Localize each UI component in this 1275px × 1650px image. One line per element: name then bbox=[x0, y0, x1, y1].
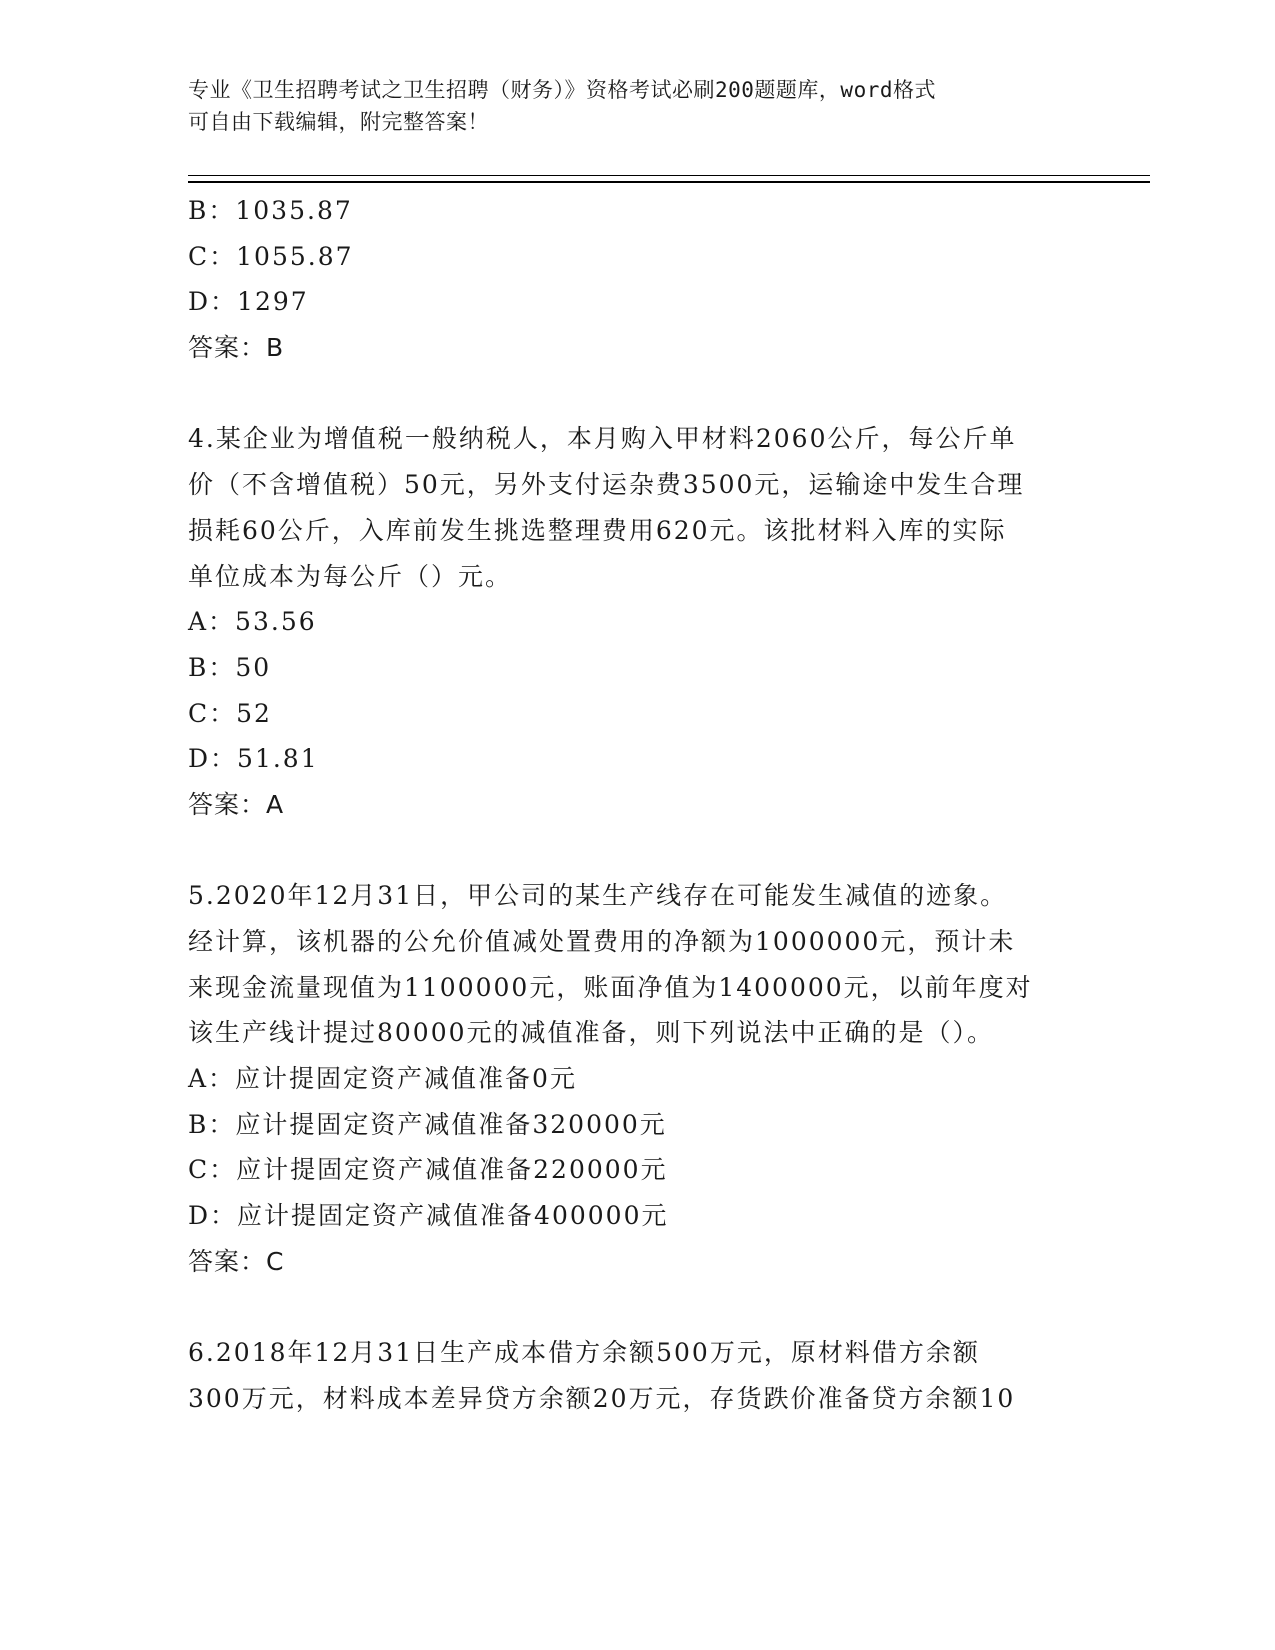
question-6 bbox=[188, 1330, 1088, 1421]
question-text-line: 价（不含增值税）50元，另外支付运杂费3500元，运输途中发生合理 bbox=[188, 470, 1025, 500]
option-line: B：应计提固定资产减值准备320000元 bbox=[188, 1109, 667, 1139]
option-line: C：52 bbox=[188, 698, 272, 728]
question-text-line: 单位成本为每公斤（）元。 bbox=[188, 561, 513, 591]
header-line-1: 专业《卫生招聘考试之卫生招聘（财务）》资格考试必刷200题题库，word格式 bbox=[188, 78, 936, 102]
option-line: D：应计提固定资产减值准备400000元 bbox=[188, 1201, 669, 1231]
question-text-line: 300万元，材料成本差异贷方余额20万元，存货跌价准备贷方余额10 bbox=[188, 1383, 1016, 1413]
answer-line: 答案：A bbox=[188, 789, 285, 819]
question-5 bbox=[188, 873, 1088, 1284]
option-line: C：1055.87 bbox=[188, 241, 354, 271]
question-text-line: 该生产线计提过80000元的减值准备，则下列说法中正确的是（）。 bbox=[188, 1018, 995, 1048]
question-text-line: 6.2018年12月31日生产成本借方余额500万元，原材料借方余额 bbox=[188, 1338, 980, 1368]
question-text-line: 损耗60公斤，入库前发生挑选整理费用620元。该批材料入库的实际 bbox=[188, 515, 1007, 545]
header-divider-thick bbox=[188, 181, 1150, 183]
question-text-line: 来现金流量现值为1100000元，账面净值为1400000元，以前年度对 bbox=[188, 972, 1033, 1002]
question-spacer bbox=[188, 1285, 1088, 1331]
question-text-line: 经计算，该机器的公允价值减处置费用的净额为1000000元，预计未 bbox=[188, 927, 1016, 956]
document-body bbox=[188, 188, 1088, 1422]
option-line: B：1035.87 bbox=[188, 196, 353, 225]
option-line: B：50 bbox=[188, 652, 272, 682]
question-text-line: 4.某企业为增值税一般纳税人，本月购入甲材料2060公斤，每公斤单 bbox=[188, 424, 1017, 454]
header-line-2: 可自由下载编辑，附完整答案！ bbox=[188, 110, 489, 134]
answer-line: 答案：B bbox=[188, 333, 285, 363]
option-line: A：53.56 bbox=[188, 607, 317, 637]
option-line: D：51.81 bbox=[188, 744, 319, 774]
question-spacer bbox=[188, 828, 1088, 874]
question-4 bbox=[188, 416, 1088, 827]
answer-line: 答案：C bbox=[188, 1246, 285, 1276]
question-3-tail bbox=[188, 188, 1088, 371]
question-spacer bbox=[188, 371, 1088, 417]
option-line: C：应计提固定资产减值准备220000元 bbox=[188, 1155, 668, 1185]
document-header bbox=[188, 74, 1068, 138]
option-line: A：应计提固定资产减值准备0元 bbox=[188, 1064, 577, 1094]
option-line: D：1297 bbox=[188, 287, 309, 317]
question-text-line: 5.2020年12月31日，甲公司的某生产线存在可能发生减值的迹象。 bbox=[188, 881, 1008, 911]
header-divider-thin bbox=[188, 175, 1150, 176]
